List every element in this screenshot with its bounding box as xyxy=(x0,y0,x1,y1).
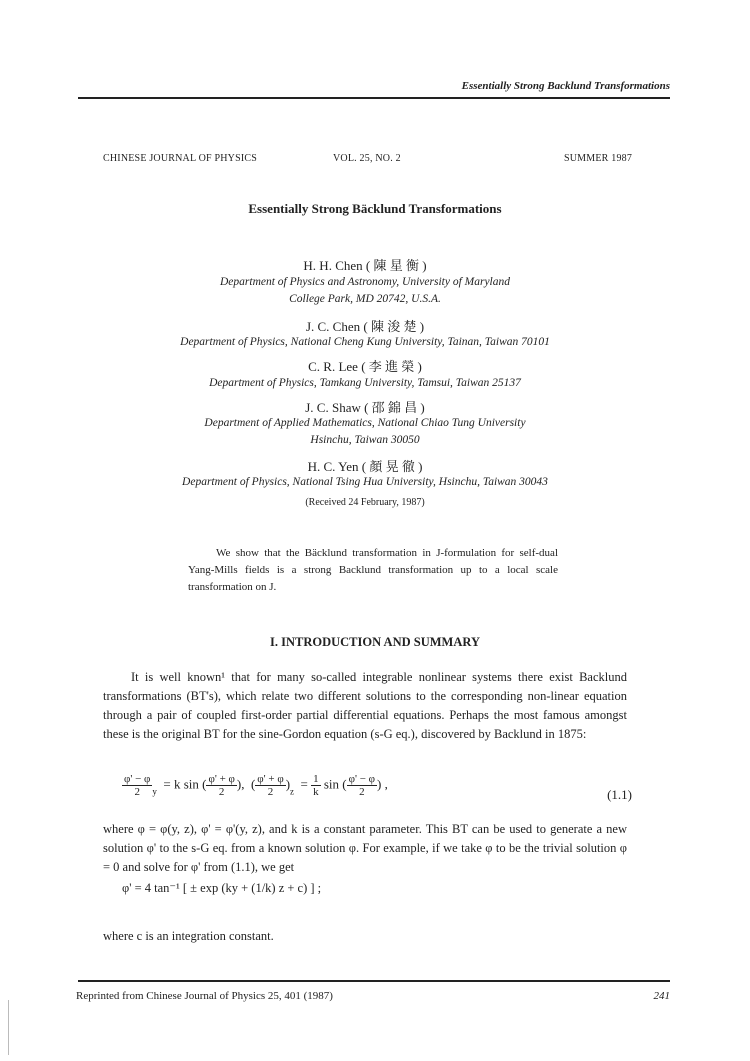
volume-info: VOL. 25, NO. 2 xyxy=(333,153,401,164)
author-affiliation: Department of Physics, Tamkang University, Tamsui, Taiwan 25137 xyxy=(209,377,521,389)
author-affiliation: College Park, MD 20742, U.S.A. xyxy=(289,293,441,305)
received-date: (Received 24 February, 1987) xyxy=(305,497,425,508)
author-name: C. R. Lee ( 李 進 榮 ) xyxy=(308,359,422,374)
header-rule xyxy=(78,97,670,99)
author-name: J. C. Shaw ( 邵 錦 昌 ) xyxy=(305,400,425,415)
body-paragraph: where c is an integration constant. xyxy=(103,929,274,943)
author-affiliation: Department of Applied Mathematics, National Chiao Tung University xyxy=(204,417,526,429)
author-affiliation: Department of Physics, National Cheng Kung University, Tainan, Taiwan 70101 xyxy=(180,336,550,348)
footer-rule xyxy=(78,980,670,982)
scan-edge-mark xyxy=(8,1000,9,1055)
running-head: Essentially Strong Backlund Transformations xyxy=(461,80,670,92)
journal-name: CHINESE JOURNAL OF PHYSICS xyxy=(103,153,258,164)
reprint-note: Reprinted from Chinese Journal of Physics 25, 401 (1987) xyxy=(76,990,333,1002)
equation-1-1: $\frac{\varphi' - \varphi}{2}$ $_y$ = k sin ( $\frac{\varphi' + \varphi}{2}$ ), ( $\frac{\varphi' + \varphi}{2}$ )$_z$ = $\frac{1}{k}$ sin ( $\frac{\varphi' - \varphi}{2}$ ) , (1.1) xyxy=(124,773,632,802)
section-heading: I. INTRODUCTION AND SUMMARY xyxy=(270,635,480,649)
author-name: H. H. Chen ( 陳 星 衡 ) xyxy=(303,258,427,273)
author-name: J. C. Chen ( 陳 浚 楚 ) xyxy=(305,319,425,334)
paper-title: Essentially Strong Bäcklund Transformations xyxy=(248,201,502,216)
author-affiliation: Department of Physics, National Tsing Hua University, Hsinchu, Taiwan 30043 xyxy=(182,476,548,488)
body-paragraph: where φ = φ(y, z), φ' = φ'(y, z), and k is a constant parameter. This BT can be used to generate a new solution φ' to the s-G eq. from a known solution φ. For example, if we take φ to be the trivial solution φ = 0 and solve for φ' from (1.1), we get xyxy=(103,822,627,874)
equation-number: (1.1) xyxy=(607,787,632,802)
author-affiliation: Department of Physics and Astronomy, University of Maryland xyxy=(219,276,511,288)
body-paragraph: It is well known¹ that for many so-called integrable nonlinear systems there exist Backlund transformations (BT's), which relate two different solutions to the corresponding non-linear equation through a pair of coupled first-order partial differential equations. Perhaps the most famous amongst these is the original BT for the sine-Gordon equation (s-G eq.), discovered by Backlund in 1875: xyxy=(103,670,627,741)
equation-solution: φ' = 4 tan⁻¹ [ ± exp (ky + (1/k) z + c) ] ; xyxy=(122,881,322,895)
abstract: We show that the Bäcklund transformation in J-formulation for self-dual Yang-Mills fields is a strong Backlund transformation up to a local scale transformation on J. xyxy=(188,547,558,593)
page-number: 241 xyxy=(653,990,670,1002)
author-name: H. C. Yen ( 顏 晃 徹 ) xyxy=(307,459,423,474)
author-affiliation: Hsinchu, Taiwan 30050 xyxy=(310,434,420,446)
issue-season: SUMMER 1987 xyxy=(564,153,633,164)
